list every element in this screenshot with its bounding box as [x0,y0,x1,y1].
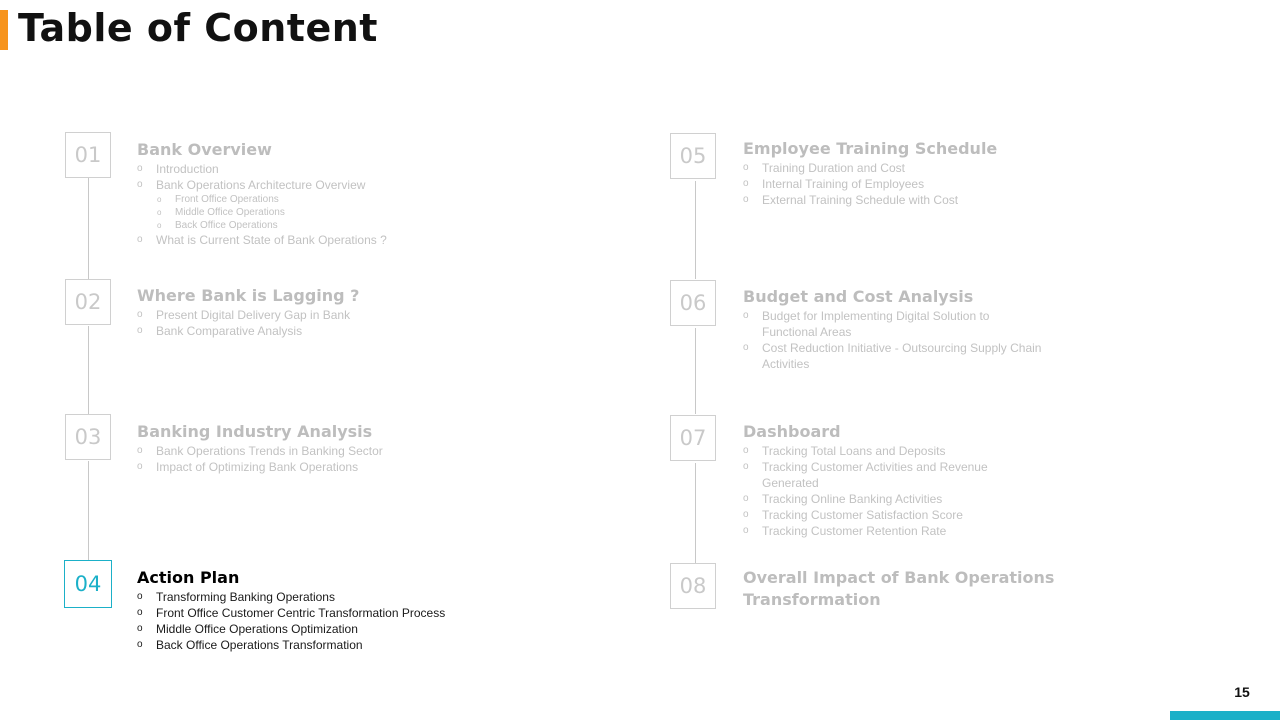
list-item: o Middle Office Operations Optimization [137,621,537,637]
footer-accent-bar [1170,711,1280,720]
list-item: o Front Office Customer Centric Transformation Process [137,605,537,621]
section-title-active: Action Plan [137,568,240,587]
section-budget-and-cost-analysis[interactable] [743,286,1043,372]
section-number-box: 07 [670,415,716,461]
section-number-box: 03 [65,414,111,460]
list-item: o Tracking Online Banking Activities [743,491,1043,507]
list-item: o Cost Reduction Initiative - Outsourcing Supply Chain Activities [743,340,1043,372]
list-item: o Transforming Banking Operations [137,589,537,605]
list-item: o Impact of Optimizing Bank Operations [137,459,517,475]
timeline-connector-right-2 [695,328,696,414]
section-number-box: 02 [65,279,111,325]
section-item-list [743,308,1043,372]
timeline-connector-left-1 [88,178,89,279]
timeline-connector-right-3 [695,463,696,563]
list-item: o Tracking Customer Activities and Revenue Generated [743,459,1043,491]
list-item: o Bank Operations Trends in Banking Sector [137,443,517,459]
page-number: 15 [1234,684,1250,700]
list-subitem: o Middle Office Operations [137,206,517,219]
list-item: o Training Duration and Cost [743,160,1043,176]
list-item: o Present Digital Delivery Gap in Bank [137,307,517,323]
section-number-box: 01 [65,132,111,178]
section-where-bank-is-lagging[interactable] [137,285,517,339]
section-title: Bank Overview [137,140,272,159]
section-bank-overview[interactable] [137,139,517,248]
section-item-list [137,307,517,339]
list-subitem: o Back Office Operations [137,219,517,232]
list-item: o Back Office Operations Transformation [137,637,537,653]
list-subitem: o Front Office Operations [137,193,517,206]
section-item-list [137,589,537,653]
list-item: o What is Current State of Bank Operations ? [137,232,517,248]
section-item-list [743,443,1043,539]
section-title: Employee Training Schedule [743,139,998,158]
section-number-box: 05 [670,133,716,179]
section-title: Budget and Cost Analysis [743,287,974,306]
title-accent-bar [0,10,8,50]
section-title: Overall Impact of Bank Operations Transformation [743,568,1055,609]
list-item: o Budget for Implementing Digital Solution to Functional Areas [743,308,1043,340]
list-item: o Tracking Customer Satisfaction Score [743,507,1043,523]
section-action-plan[interactable] [137,567,537,653]
section-item-list [137,443,517,475]
page-title: Table of Content [18,6,378,50]
list-item: o Tracking Total Loans and Deposits [743,443,1043,459]
list-item: o Tracking Customer Retention Rate [743,523,1043,539]
section-title: Banking Industry Analysis [137,422,373,441]
list-item: o Bank Comparative Analysis [137,323,517,339]
list-item: o Bank Operations Architecture Overview [137,177,517,193]
list-item: o External Training Schedule with Cost [743,192,1043,208]
section-employee-training-schedule[interactable] [743,138,1043,208]
section-title: Where Bank is Lagging ? [137,286,360,305]
list-item: o Introduction [137,161,517,177]
list-item: o Internal Training of Employees [743,176,1043,192]
section-number-box: 08 [670,563,716,609]
section-item-list [743,160,1043,208]
timeline-connector-left-3 [88,461,89,561]
section-item-list [137,161,517,248]
section-title: Dashboard [743,422,841,441]
section-banking-industry-analysis[interactable] [137,421,517,475]
timeline-connector-left-2 [88,326,89,414]
section-number-box-active: 04 [64,560,112,608]
section-number-box: 06 [670,280,716,326]
section-dashboard[interactable] [743,421,1043,539]
section-overall-impact[interactable] [743,567,1063,611]
timeline-connector-right-1 [695,181,696,279]
